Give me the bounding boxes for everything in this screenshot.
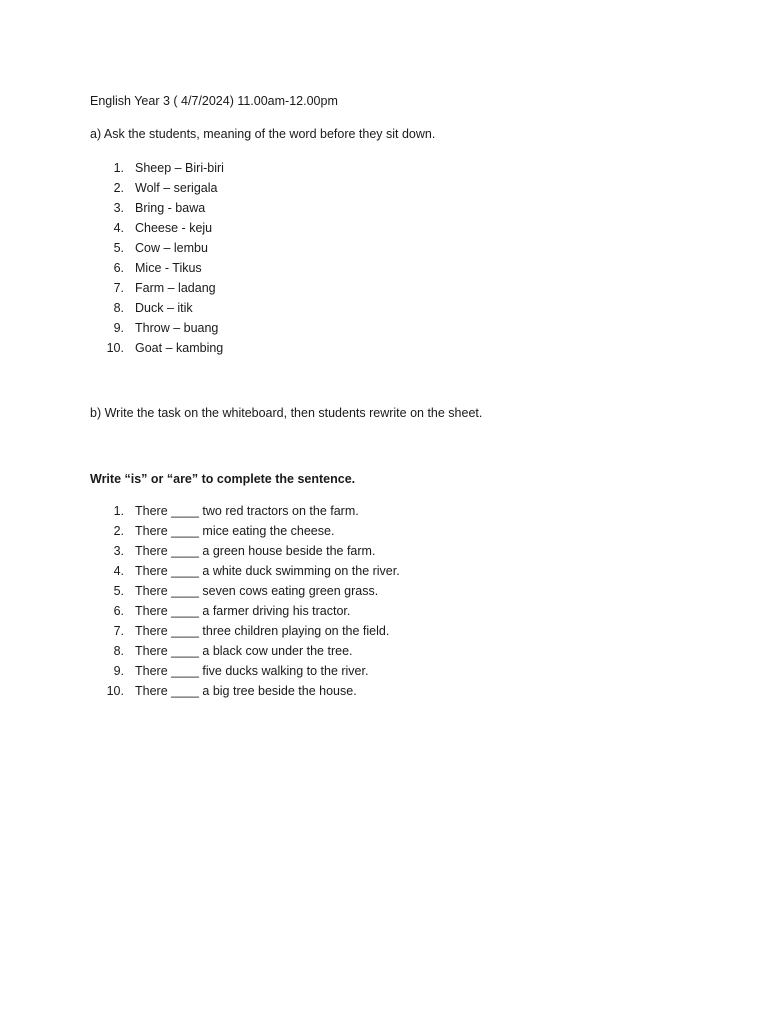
vocabulary-text: Mice - Tikus xyxy=(135,261,202,275)
item-number: 1. xyxy=(113,161,124,175)
task-heading: Write “is” or “are” to complete the sentence. xyxy=(90,472,356,486)
vocabulary-text: Goat – kambing xyxy=(135,341,224,355)
item-number: 1. xyxy=(113,504,124,518)
sentence-text: There ____ seven cows eating green grass. xyxy=(135,584,379,598)
item-number: 7. xyxy=(113,624,124,638)
vocabulary-text: Sheep – Biri-biri xyxy=(135,161,224,175)
sentence-text: There ____ a green house beside the farm. xyxy=(135,544,376,558)
vocabulary-text: Farm – ladang xyxy=(135,281,216,295)
vocabulary-text: Cheese - keju xyxy=(135,221,213,235)
item-number: 5. xyxy=(113,241,124,255)
vocabulary-text: Bring - bawa xyxy=(135,201,206,215)
item-number: 6. xyxy=(113,261,124,275)
instruction-a: a) Ask the students, meaning of the word before they sit down. xyxy=(90,127,436,141)
item-number: 10. xyxy=(106,684,124,698)
item-number: 8. xyxy=(113,644,124,658)
item-number: 7. xyxy=(113,281,124,295)
item-number: 8. xyxy=(113,301,124,315)
vocabulary-text: Duck – itik xyxy=(135,301,193,315)
vocabulary-text: Wolf – serigala xyxy=(135,181,218,195)
vocabulary-text: Cow – lembu xyxy=(135,241,208,255)
item-number: 10. xyxy=(106,341,124,355)
item-number: 9. xyxy=(113,321,124,335)
document-header: English Year 3 ( 4/7/2024) 11.00am-12.00pm xyxy=(90,94,338,108)
instruction-b: b) Write the task on the whiteboard, then students rewrite on the sheet. xyxy=(90,406,483,420)
item-number: 3. xyxy=(113,544,124,558)
item-number: 2. xyxy=(113,524,124,538)
sentence-text: There ____ mice eating the cheese. xyxy=(135,524,335,538)
sentence-text: There ____ three children playing on the field. xyxy=(135,624,390,638)
sentence-text: There ____ a big tree beside the house. xyxy=(135,684,357,698)
sentence-text: There ____ a farmer driving his tractor. xyxy=(135,604,351,618)
vocabulary-text: Throw – buang xyxy=(135,321,219,335)
item-number: 3. xyxy=(113,201,124,215)
item-number: 6. xyxy=(113,604,124,618)
sentence-text: There ____ two red tractors on the farm. xyxy=(135,504,359,518)
item-number: 5. xyxy=(113,584,124,598)
item-number: 2. xyxy=(113,181,124,195)
item-number: 4. xyxy=(113,221,124,235)
sentence-text: There ____ a black cow under the tree. xyxy=(135,644,353,658)
sentence-text: There ____ a white duck swimming on the river. xyxy=(135,564,400,578)
sentence-text: There ____ five ducks walking to the river. xyxy=(135,664,369,678)
item-number: 9. xyxy=(113,664,124,678)
item-number: 4. xyxy=(113,564,124,578)
